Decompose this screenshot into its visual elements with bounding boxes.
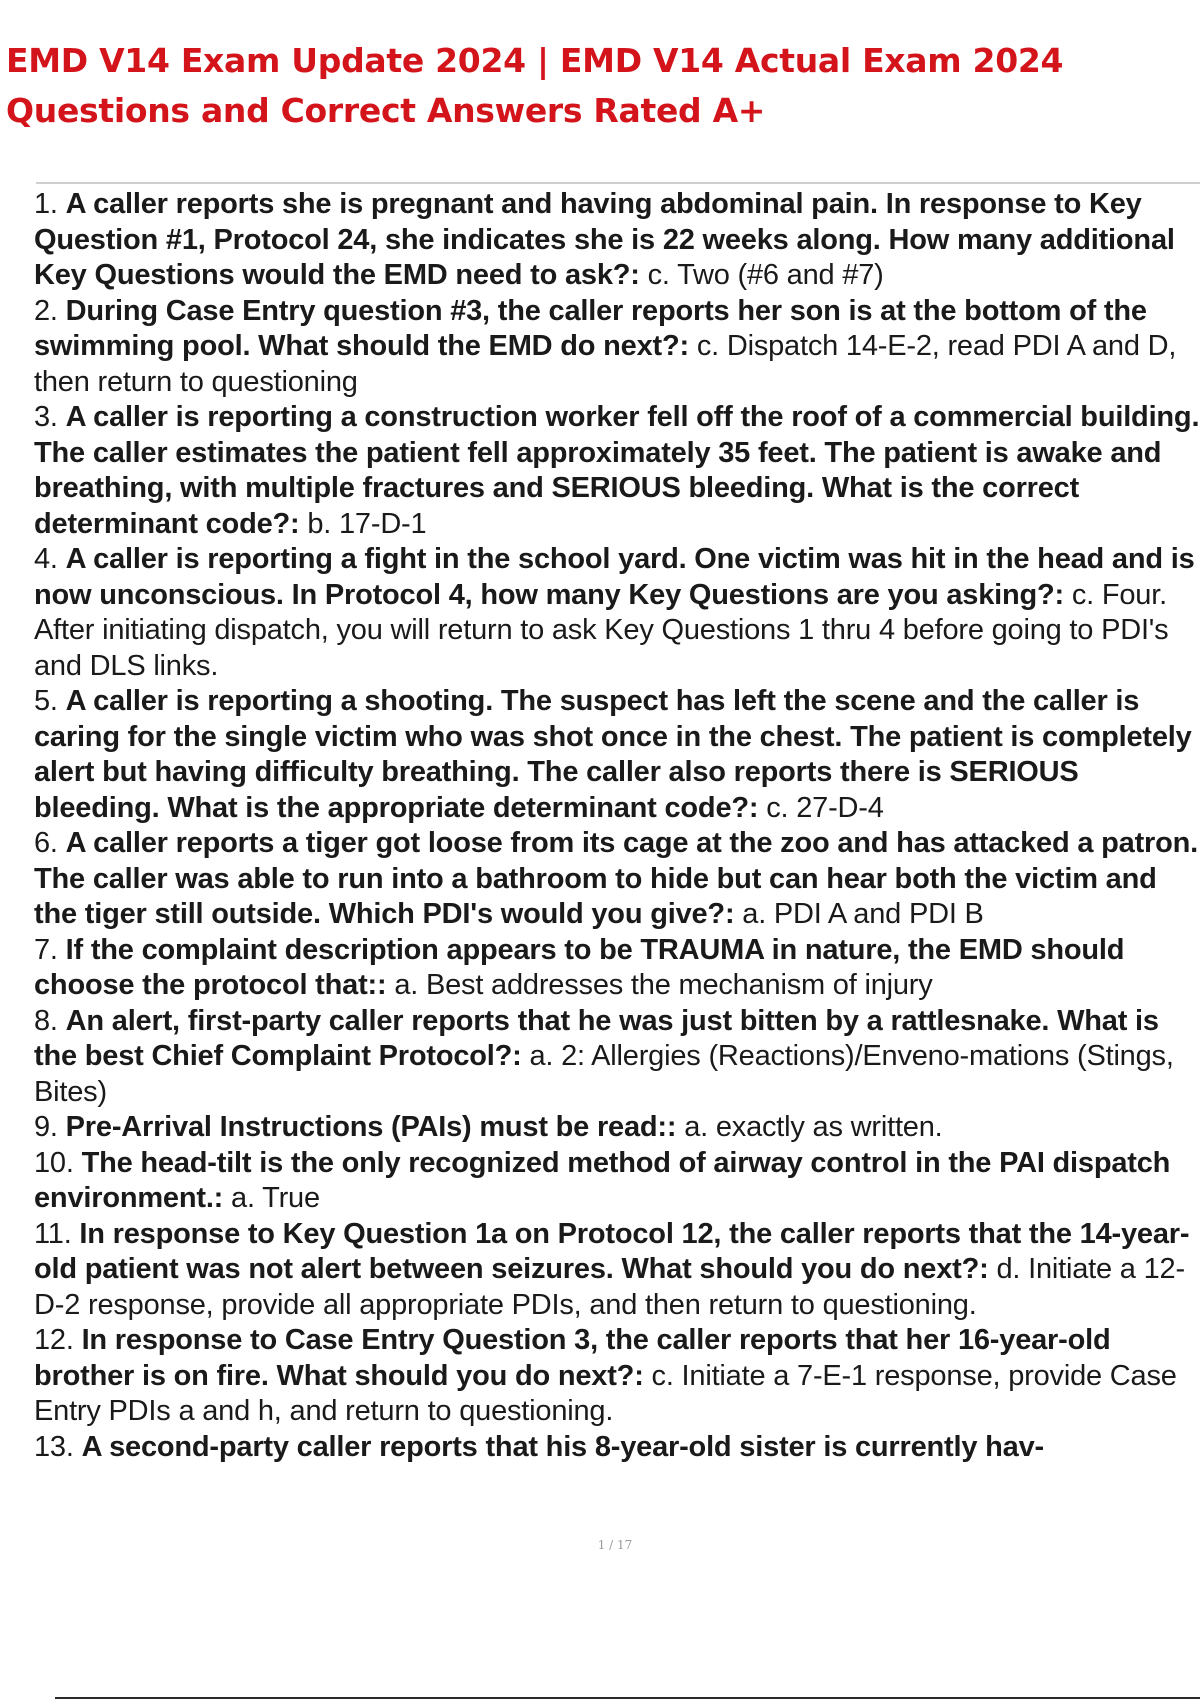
question-number: 12. bbox=[34, 1324, 74, 1356]
question-number: 8. bbox=[34, 1004, 58, 1037]
question-text: An alert, first-party caller reports that he was just bitten by a rattlesnake. What is the best Chief Complaint Protocol?: bbox=[34, 1004, 1159, 1072]
question-number: 3. bbox=[34, 401, 58, 433]
answer-text: a. exactly as written. bbox=[684, 1111, 943, 1143]
question-item bbox=[34, 1323, 1200, 1430]
question-item bbox=[34, 826, 1200, 933]
question-text: A second-party caller reports that his 8-year-old sister is currently hav- bbox=[81, 1430, 1044, 1463]
question-number: 10. bbox=[34, 1146, 74, 1179]
question-list bbox=[34, 187, 1200, 1465]
page-number: 1 / 17 bbox=[597, 1538, 633, 1552]
question-number: 4. bbox=[34, 543, 58, 575]
question-item bbox=[34, 933, 1200, 1004]
document-title: EMD V14 Exam Update 2024 | EMD V14 Actual Exam 2024 Questions and Correct Answers Rated A+ bbox=[6, 41, 1064, 130]
answer-text: a. Best addresses the mechanism of injury bbox=[394, 969, 933, 1001]
question-number: 2. bbox=[34, 294, 58, 327]
question-number: 7. bbox=[34, 933, 58, 966]
answer-text: c. 27-D-4 bbox=[766, 791, 884, 824]
answer-text: c. Dispatch 14-E-2, read PDI A and D, then return to questioning bbox=[34, 330, 1177, 398]
page-bottom-rule bbox=[55, 1697, 1200, 1699]
answer-text: d. Initiate a 12-D-2 response, provide all appropriate PDIs, and then return to questioning. bbox=[34, 1253, 1185, 1321]
question-text: A caller is reporting a shooting. The suspect has left the scene and the caller is caring for the single victim who was shot once in the chest. The patient is completely alert but having difficulty breathing. The caller also reports there is SERIOUS bleeding. What is the appropriate determinant code?: bbox=[34, 685, 1192, 824]
question-number: 1. bbox=[34, 188, 58, 220]
question-text: Pre-Arrival Instructions (PAIs) must be read:: bbox=[65, 1111, 677, 1143]
answer-text: a. PDI A and PDI B bbox=[742, 898, 984, 930]
question-number: 5. bbox=[34, 685, 58, 717]
answer-text: c. Four. After initiating dispatch, you will return to ask Key Questions 1 thru 4 before going to PDI's and DLS links. bbox=[34, 578, 1169, 682]
answer-text: c. Initiate a 7-E-1 response, provide Case Entry PDIs a and h, and return to questioning. bbox=[34, 1359, 1177, 1427]
answer-text: c. Two (#6 and #7) bbox=[647, 259, 884, 291]
question-text: A caller reports she is pregnant and having abdominal pain. In response to Key Question #1, Protocol 24, she indicates she is 22 weeks along. How many additional Key Questions would the EMD need to ask?: bbox=[34, 188, 1175, 291]
question-item bbox=[34, 1430, 1200, 1466]
question-item bbox=[34, 1146, 1200, 1217]
question-text: During Case Entry question #3, the caller reports her son is at the bottom of the swimming pool. What should the EMD do next?: bbox=[34, 294, 1147, 362]
question-item bbox=[34, 400, 1200, 542]
question-number: 11. bbox=[34, 1217, 72, 1250]
answer-text: a. 2: Allergies (Reactions)/Enveno-mations (Stings, Bites) bbox=[34, 1040, 1174, 1108]
question-item bbox=[34, 1217, 1200, 1324]
question-number: 6. bbox=[34, 827, 58, 859]
question-number: 9. bbox=[34, 1111, 58, 1143]
question-item bbox=[34, 684, 1200, 826]
question-text: A caller is reporting a fight in the school yard. One victim was hit in the head and is now unconscious. In Protocol 4, how many Key Questions are you asking?: bbox=[34, 543, 1195, 611]
question-text: A caller reports a tiger got loose from its cage at the zoo and has attacked a patron. The caller was able to run into a bathroom to hide but can hear both the victim and the tiger still outside. Which PDI's would you give?: bbox=[34, 827, 1198, 930]
question-text: The head-tilt is the only recognized method of airway control in the PAI dispatch environment.: bbox=[34, 1146, 1171, 1214]
title-divider bbox=[36, 182, 1200, 184]
question-text: In response to Case Entry Question 3, the caller reports that her 16-year-old brother is on fire. What should you do next?: bbox=[34, 1324, 1111, 1392]
question-item bbox=[34, 1004, 1200, 1111]
question-text: A caller is reporting a construction worker fell off the roof of a commercial building. The caller estimates the patient fell approximately 35 feet. The patient is awake and breathing, with multiple fractures and SERIOUS bleeding. What is the correct determinant code?: bbox=[34, 401, 1200, 540]
answer-text: b. 17-D-1 bbox=[307, 507, 427, 540]
question-item bbox=[34, 1110, 1200, 1146]
question-item bbox=[34, 187, 1200, 294]
answer-text: a. True bbox=[231, 1182, 320, 1214]
question-number: 13. bbox=[34, 1430, 74, 1463]
question-text: If the complaint description appears to be TRAUMA in nature, the EMD should choose the protocol that:: bbox=[34, 933, 1125, 1001]
question-item bbox=[34, 542, 1200, 684]
question-item bbox=[34, 294, 1200, 401]
question-text: In response to Key Question 1a on Protocol 12, the caller reports that the 14-year-old patient was not alert between seizures. What should you do next?: bbox=[34, 1217, 1190, 1285]
